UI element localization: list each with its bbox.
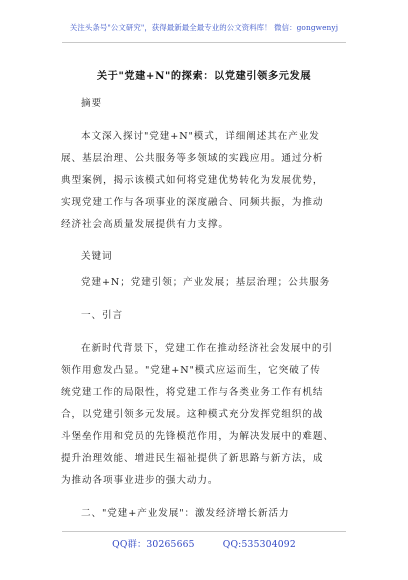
footer-contact	[0, 536, 408, 550]
abstract-line: 本文深入探讨"党建+N"模式，详细阐述其在产业发	[81, 131, 320, 142]
abstract-heading: 摘要	[81, 98, 102, 109]
abstract-line: 经济社会高质量发展提供有力支撑。	[61, 219, 229, 230]
section-heading-industry: 二、"党建+产业发展"：激发经济增长新活力	[81, 508, 290, 519]
abstract-line: 展、基层治理、公共服务等多领域的实践应用。通过分析	[61, 153, 324, 164]
intro-line: 合，以党建引领多元发展。这种模式充分发挥党组织的战	[61, 409, 324, 420]
footer-divider	[62, 531, 346, 532]
abstract-line: 典型案例，揭示该模式如何将党建优势转化为发展优势，	[61, 175, 324, 186]
qq-group-text[interactable]: QQ群：30265665	[112, 539, 195, 550]
header-banner[interactable]: 关注头条号"公文研究"，获得最新最全最专业的公文资料库！ 微信：gongwenyj	[69, 23, 339, 32]
keywords-line: 党建+N；党建引领；产业发展；基层治理；公共服务	[81, 277, 331, 288]
abstract-line: 实现党建工作与各项事业的深度融合、同频共振，为推动	[61, 197, 324, 208]
intro-line: 领作用愈发凸显。"党建+N"模式应运而生，它突破了传	[61, 365, 321, 376]
intro-line: 提升治理效能、增进民生福祉提供了新思路与新方法，成	[61, 453, 324, 464]
intro-line: 统党建工作的局限性，将党建工作与各类业务工作有机结	[61, 387, 324, 398]
keywords-heading: 关键词	[81, 251, 113, 262]
header-divider	[62, 42, 346, 43]
qq-text[interactable]: QQ:535304092	[222, 539, 296, 550]
intro-line: 斗堡垒作用和党员的先锋模范作用，为解决发展中的难题、	[61, 431, 334, 442]
document-title: 关于"党建+N"的探索：以党建引领多元发展	[96, 70, 312, 82]
section-heading-intro: 一、引言	[81, 310, 123, 321]
intro-line: 为推动各项事业进步的强大动力。	[61, 475, 219, 486]
intro-line: 在新时代背景下，党建工作在推动经济社会发展中的引	[81, 343, 333, 354]
